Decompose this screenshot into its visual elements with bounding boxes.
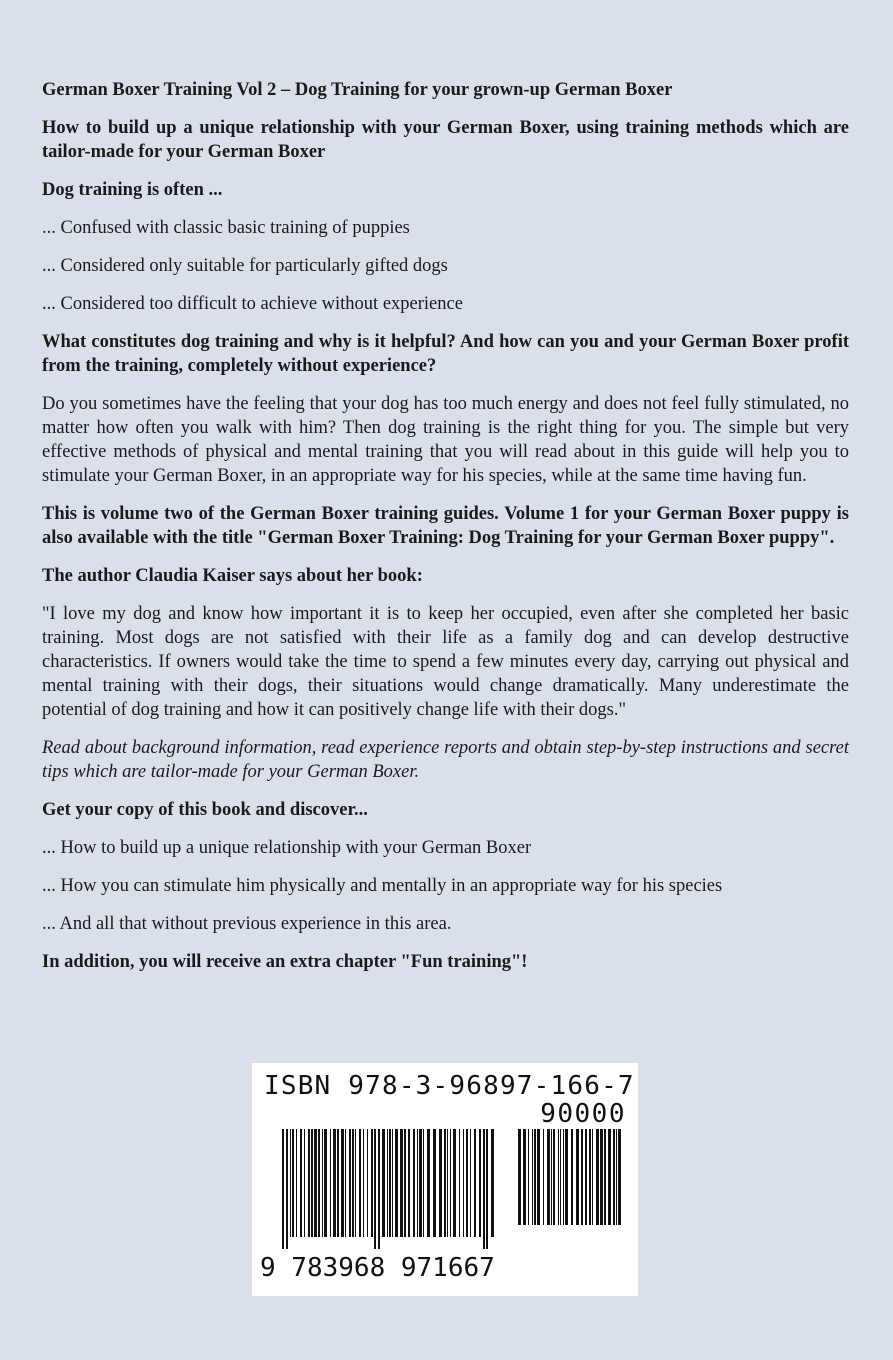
barcode-bar xyxy=(608,1129,611,1225)
ean-digits: 9 783968 971667 xyxy=(260,1253,495,1283)
barcode-bar xyxy=(459,1129,460,1237)
barcode-bar xyxy=(330,1129,331,1237)
paragraph-author-heading: The author Claudia Kaiser says about her book: xyxy=(42,566,423,586)
barcode-bar xyxy=(371,1129,373,1237)
barcode-bar xyxy=(532,1129,533,1225)
barcode-bar xyxy=(571,1129,573,1225)
barcode-bar xyxy=(304,1129,305,1237)
barcode-bar xyxy=(311,1129,313,1237)
barcode-bar xyxy=(378,1129,380,1249)
barcode-bar xyxy=(592,1129,593,1225)
barcode-bar xyxy=(466,1129,468,1237)
back-cover-text xyxy=(42,78,849,988)
barcode-bar xyxy=(439,1129,442,1237)
barcode-bar xyxy=(616,1129,617,1225)
barcode-bar xyxy=(563,1129,564,1225)
paragraph-list-item: ... How to build up a unique relationship with your German Boxer xyxy=(42,838,532,858)
barcode-bar xyxy=(450,1129,451,1237)
paragraph-body: Do you sometimes have the feeling that your dog has too much energy and does not feel fully stimulated, no matter how often you walk with him? Then dog training is the right thing for you. The simple but very effective methods of physical and mental training that you will read about in this guide will help you to stimulate your German Boxer, in an appropriate way for his species, while at the same time having fun. xyxy=(42,394,849,486)
barcode-bar xyxy=(444,1129,446,1237)
barcode-bar xyxy=(433,1129,436,1237)
barcode-bar xyxy=(308,1129,310,1237)
barcode-bar xyxy=(604,1129,606,1225)
barcode-bar xyxy=(581,1129,583,1225)
barcode-bar xyxy=(613,1129,615,1225)
barcode-bar xyxy=(417,1129,418,1237)
barcode-bar xyxy=(547,1129,550,1225)
barcode-bar xyxy=(551,1129,552,1225)
barcode-bar xyxy=(387,1129,388,1237)
barcode-bar xyxy=(518,1129,521,1225)
barcode-bar xyxy=(389,1129,391,1237)
barcode-bar xyxy=(392,1129,393,1237)
barcode-bar xyxy=(447,1129,448,1237)
paragraph-list-item: ... How you can stimulate him physically and mentally in an appropriate way for his species xyxy=(42,876,723,896)
barcode-bar xyxy=(423,1129,424,1237)
paragraph-discover-heading: Get your copy of this book and discover... xyxy=(42,800,368,820)
barcode-bar xyxy=(419,1129,422,1237)
paragraph-list-item: ... Confused with classic basic training of puppies xyxy=(42,218,410,238)
barcode-bar xyxy=(453,1129,456,1237)
barcode-bar xyxy=(427,1129,430,1237)
barcode-bar xyxy=(408,1129,410,1237)
barcode-bar xyxy=(589,1129,591,1225)
barcode-bar xyxy=(576,1129,579,1225)
paragraph-list-item: ... Considered only suitable for particularly gifted dogs xyxy=(42,256,448,276)
barcode-bar xyxy=(463,1129,464,1237)
barcode-bar xyxy=(523,1129,526,1225)
barcode-bar xyxy=(292,1129,294,1237)
barcode-bar xyxy=(352,1129,354,1237)
barcode-bar xyxy=(290,1129,291,1237)
barcode-bar xyxy=(341,1129,344,1237)
barcode-bar xyxy=(537,1129,540,1225)
barcode-bar xyxy=(382,1129,385,1237)
paragraph-list-item: ... Considered too difficult to achieve without experience xyxy=(42,294,463,314)
barcode-bar xyxy=(400,1129,403,1237)
barcode-bar xyxy=(374,1129,376,1249)
barcode-bar xyxy=(479,1129,481,1237)
paragraph-subtitle: How to build up a unique relationship with your German Boxer, using training methods which are tailor-made for your German Boxer xyxy=(42,118,849,162)
barcode-bar xyxy=(322,1129,323,1237)
barcode-bar xyxy=(318,1129,320,1237)
barcode-bar xyxy=(413,1129,415,1237)
barcode-bar xyxy=(596,1129,599,1225)
ean-bars xyxy=(282,1129,502,1249)
barcode-bar xyxy=(286,1129,288,1249)
barcode-bar xyxy=(300,1129,302,1237)
barcode-bar xyxy=(558,1129,559,1225)
isbn-label: ISBN 978-3-96897-166-7 xyxy=(264,1071,635,1101)
barcode-bar xyxy=(349,1129,351,1237)
paragraph-often-heading: Dog training is often ... xyxy=(42,180,223,200)
barcode-bar xyxy=(470,1129,471,1237)
barcode-bar xyxy=(618,1129,621,1225)
barcode-bar xyxy=(359,1129,361,1237)
barcode-bar xyxy=(355,1129,356,1237)
barcode-bar xyxy=(333,1129,336,1237)
barcode-bar xyxy=(585,1129,587,1225)
barcode-bar xyxy=(337,1129,339,1237)
barcode-bar xyxy=(282,1129,284,1249)
paragraph-volume-note: This is volume two of the German Boxer training guides. Volume 1 for your German Boxer puppy is also available with the title "German Boxer Training: Dog Training for your German Boxer puppy". xyxy=(42,504,849,548)
barcode-bar xyxy=(534,1129,536,1225)
paragraph-question: What constitutes dog training and why is it helpful? And how can you and your German Boxer profit from the training, completely without experience? xyxy=(42,332,849,376)
barcode-bar xyxy=(367,1129,368,1237)
isbn-barcode xyxy=(252,1063,638,1296)
barcode-bar xyxy=(404,1129,406,1237)
barcode-bar xyxy=(483,1129,485,1249)
paragraph-title: German Boxer Training Vol 2 – Dog Training for your grown-up German Boxer xyxy=(42,80,673,100)
barcode-bar xyxy=(474,1129,476,1237)
paragraph-author-quote: "I love my dog and know how important it is to keep her occupied, even after she completed her basic training. Most dogs are not satisfied with their life as a family dog and can develop destructive characteristics. If owners would take the time to spend a few minutes every day, carrying out physical and mental training with their dogs, their situations would change dramatically. Many underestimate the potential of dog training and how it can positively change life with their dogs." xyxy=(42,604,849,720)
barcode-bar xyxy=(296,1129,297,1237)
barcode-bar xyxy=(314,1129,317,1237)
barcode-bar xyxy=(553,1129,555,1225)
barcode-bar xyxy=(565,1129,568,1225)
barcode-bar xyxy=(363,1129,364,1237)
barcode-bar xyxy=(600,1129,603,1225)
barcode-bar xyxy=(560,1129,561,1225)
barcode-bar xyxy=(345,1129,346,1237)
paragraph-italic-note: Read about background information, read experience reports and obtain step-by-step instructions and secret tips which are tailor-made for your German Boxer. xyxy=(42,738,849,782)
isbn-addon-number: 90000 xyxy=(540,1099,626,1129)
addon-bars xyxy=(518,1129,624,1225)
barcode-bar xyxy=(486,1129,488,1249)
barcode-bar xyxy=(543,1129,544,1225)
barcode-bar xyxy=(528,1129,529,1225)
paragraph-list-item: ... And all that without previous experience in this area. xyxy=(42,914,452,934)
paragraph-bonus: In addition, you will receive an extra chapter "Fun training"! xyxy=(42,952,528,972)
barcode-bar xyxy=(395,1129,398,1237)
barcode-bar xyxy=(324,1129,327,1237)
barcode-bar xyxy=(491,1129,494,1237)
